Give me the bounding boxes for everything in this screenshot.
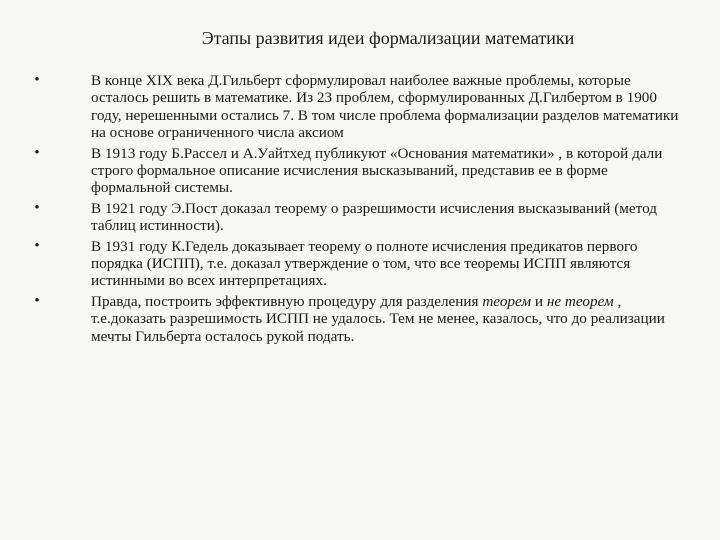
- bullet-text: В 1913 году Б.Рассел и А.Уайтхед публикуют «Основания математики» , в которой дали строго формальное описание исчисления высказываний, представив ее в форме формальной системы.: [91, 144, 663, 197]
- bullet-text: В 1921 году Э.Пост доказал теорему о разрешимости исчисления высказываний (метод таблиц истинности).: [91, 199, 657, 235]
- bullet-list: [30, 72, 690, 348]
- bullet-text-part: , т.е.доказать разрешимость ИСПП не удалось. Тем не менее, казалось, что до реализации мечты Гильберта осталось рукой подать.: [91, 292, 665, 345]
- bullet-icon: •: [34, 144, 40, 161]
- bullet-icon: •: [34, 292, 40, 309]
- list-item: [30, 145, 690, 197]
- bullet-text-part: и: [531, 292, 547, 310]
- bullet-text: В конце XIX века Д.Гильберт сформулировал наиболее важные проблемы, которые осталось решить в математике. Из 23 проблем, сформулированных Д.Гилбертом в 1900 году, нерешенными остались 7. В том числе проблема формализации разделов математики на основе ограниченного числа аксиом: [91, 72, 679, 142]
- bullet-icon: •: [34, 199, 40, 216]
- list-item: [30, 293, 690, 345]
- bullet-text-part: Правда, построить эффективную процедуру для разделения: [91, 292, 483, 310]
- list-item: [30, 238, 690, 290]
- bullet-icon: •: [34, 72, 40, 88]
- bullet-icon: •: [34, 237, 40, 254]
- bullet-text: [91, 293, 690, 345]
- list-item: [30, 72, 690, 142]
- italic-term: не теорем: [546, 292, 614, 310]
- list-item: [30, 200, 690, 235]
- slide-title: Этапы развития идеи формализации математики: [201, 28, 575, 48]
- bullet-text: В 1931 году К.Гедель доказывает теорему о полноте исчисления предикатов первого порядка (ИСПП), т.е. доказал утверждение о том, что все теоремы ИСПП являются истинными во всех интерпретациях.: [91, 237, 638, 290]
- italic-term: теорем: [482, 292, 532, 310]
